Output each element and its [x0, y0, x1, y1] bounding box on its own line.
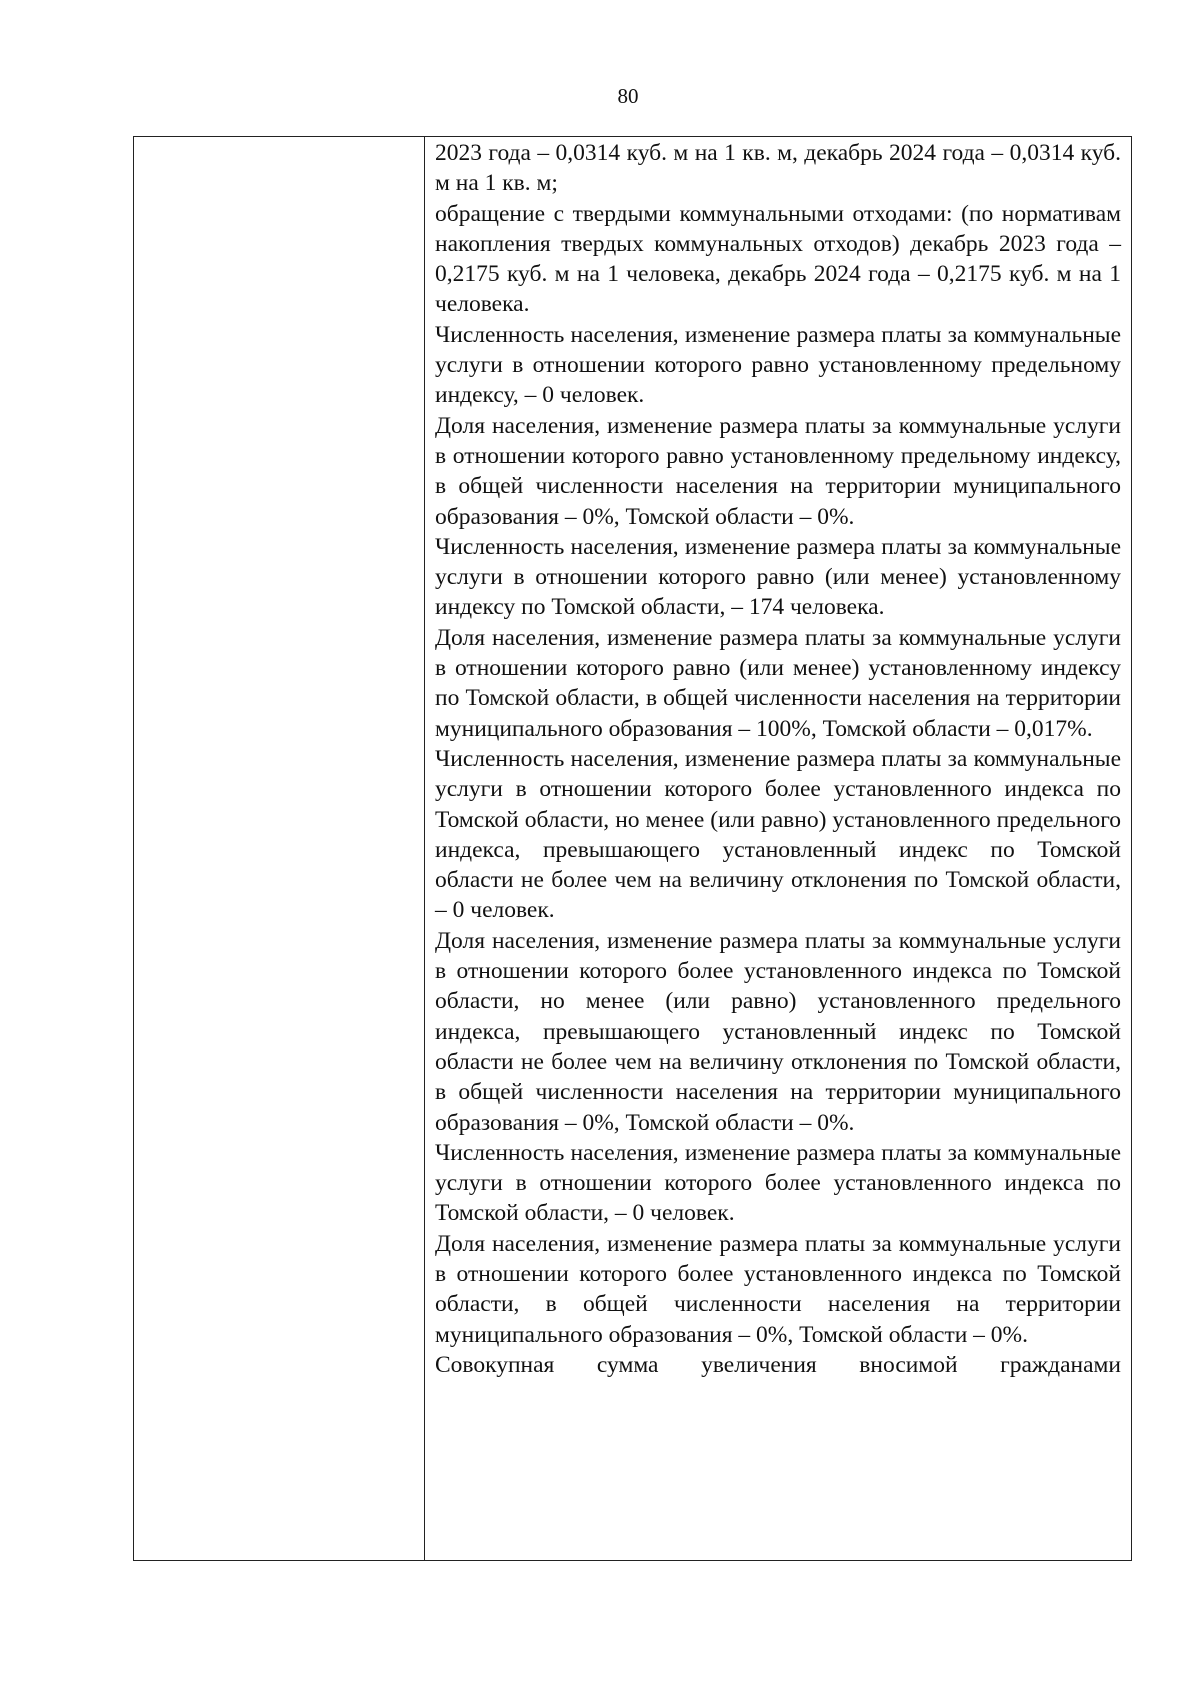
- paragraph-volume-norm-continuation: 2023 года – 0,0314 куб. м на 1 кв. м, декабрь 2024 года – 0,0314 куб. м на 1 кв. м;: [435, 140, 1121, 197]
- paragraph-total-increase-start: Совокупная сумма увеличения вносимой гражданами: [435, 1351, 1121, 1378]
- paragraph-share-equal-limit: Доля населения, изменение размера платы за коммунальные услуги в отношении которого равно установленному предельному индексу, в общей численности населения на территории муниципального образования – 0%, Томской области – 0%.: [435, 412, 1121, 530]
- table-left-cell: [134, 137, 425, 1560]
- paragraph-share-above-index: Доля населения, изменение размера платы за коммунальные услуги в отношении которого более установленного индекса по Томской области, в общей численности населения на территории муниципального образования – 0%, Томской области – 0%.: [435, 1230, 1121, 1348]
- document-table: [133, 136, 1132, 1561]
- paragraph-share-equal-or-less-index: Доля населения, изменение размера платы за коммунальные услуги в отношении которого равно (или менее) установленному индексу по Томской области, в общей численности населения на территории муниципального образования – 100%, Томской области – 0,017%.: [435, 624, 1121, 742]
- paragraph-population-equal-or-less-index: Численность населения, изменение размера платы за коммунальные услуги в отношении которого равно (или менее) установленному индексу по Томской области, – 174 человека.: [435, 533, 1121, 621]
- table-right-cell: [425, 137, 1131, 1560]
- paragraph-share-above-index-within-deviation: Доля населения, изменение размера платы за коммунальные услуги в отношении которого более установленного индекса по Томской области, но менее (или равно) установленного предельного индекса, превышающего установленный индекс по Томской области не более чем на величину отклонения по Томской области, в общей численности населения на территории муниципального образования – 0%, Томской области – 0%.: [435, 927, 1121, 1136]
- paragraph-population-above-index-within-deviation: Численность населения, изменение размера платы за коммунальные услуги в отношении которого более установленного индекса по Томской области, но менее (или равно) установленного предельного индекса, превышающего установленный индекс по Томской области не более чем на величину отклонения по Томской области, – 0 человек.: [435, 745, 1121, 924]
- paragraph-population-above-index: Численность населения, изменение размера платы за коммунальные услуги в отношении которого более установленного индекса по Томской области, – 0 человек.: [435, 1139, 1121, 1227]
- paragraph-population-equal-limit: Численность населения, изменение размера платы за коммунальные услуги в отношении которого равно установленному предельному индексу, – 0 человек.: [435, 321, 1121, 409]
- page-number: 80: [617, 84, 639, 108]
- paragraph-waste-management: обращение с твердыми коммунальными отходами: (по нормативам накопления твердых коммунальных отходов) декабрь 2023 года – 0,2175 куб. м на 1 человека, декабрь 2024 года – 0,2175 куб. м на 1 человека.: [435, 200, 1121, 318]
